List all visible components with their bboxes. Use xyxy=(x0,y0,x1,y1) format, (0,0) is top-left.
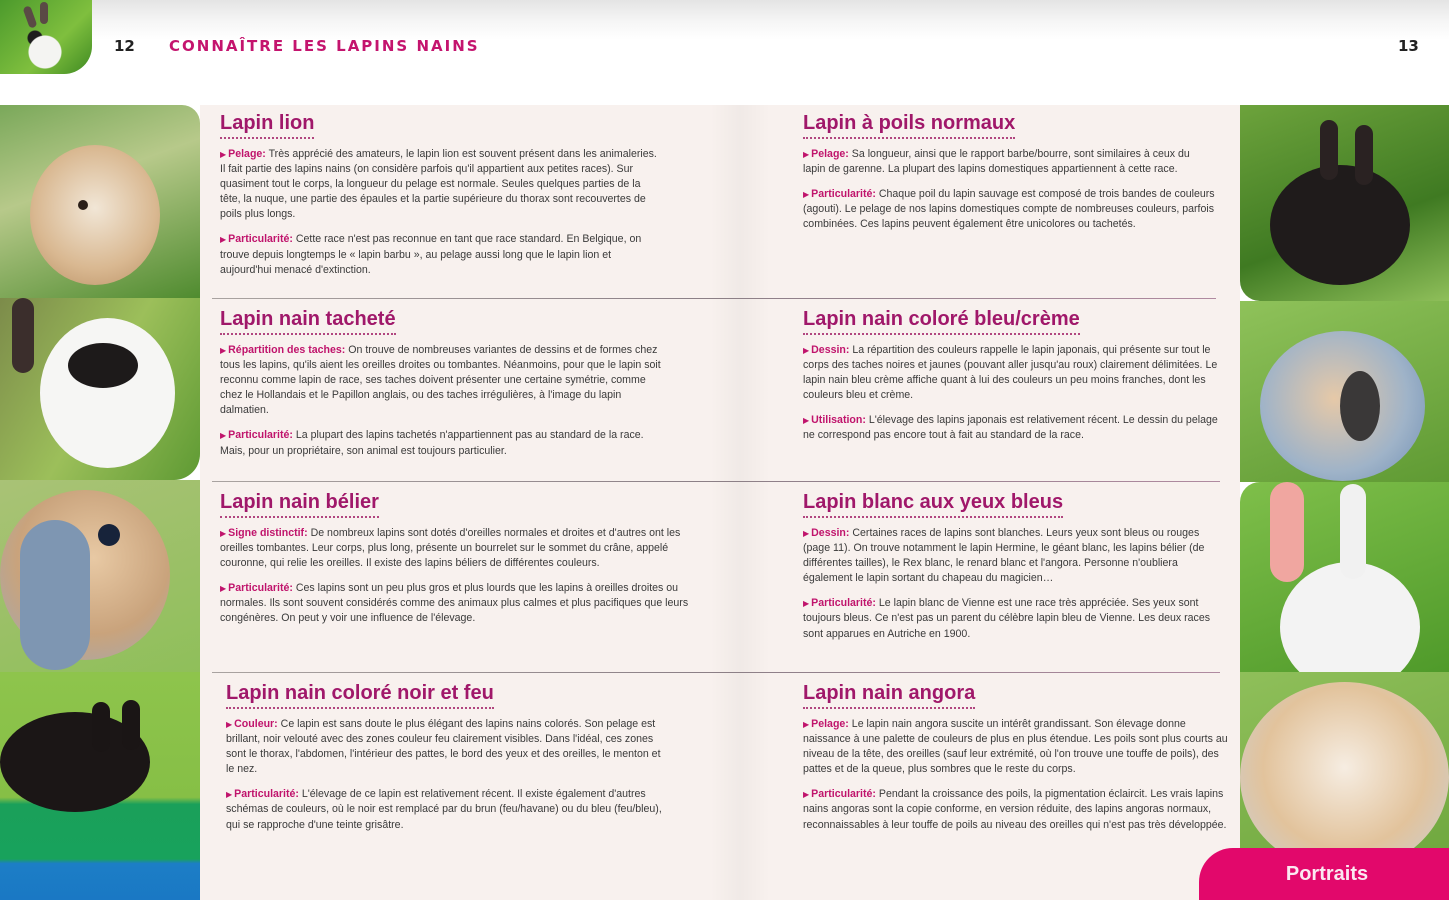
entry-paragraph: ▶ Pelage: Le lapin nain angora suscite un intérêt grandissant. Son élevage donne naissance à une palette de couleurs de plus en plus étendue. Les poils sont plus courts au niveau de la tête, des oreilles (sauf leur extrémité, où l'on trouve une touffe de poils), des pattes et de la queue, plus sombres que le reste du corps. xyxy=(803,718,1228,776)
arrow-bullet-icon: ▶ xyxy=(803,416,810,426)
entry-paragraph: ▶ Utilisation: L'élevage des lapins japonais est relativement récent. Le dessin du pelage ne correspond pas encore tout à fait au standard de la race. xyxy=(803,414,1218,442)
entry-paragraph: ▶ Particularité: Le lapin blanc de Vienne est une race très appréciée. Ses yeux sont toujours bleus. Ce n'est pas un parent du célèbre lapin bleu de Vienne. Les deux races sont apparues en Autriche en 1900. xyxy=(803,597,1211,640)
blue-cream-rabbit-photo xyxy=(1240,301,1449,482)
entry-title: Lapin nain angora xyxy=(803,682,975,709)
arrow-bullet-icon: ▶ xyxy=(220,584,227,594)
lion-head-rabbit-photo xyxy=(0,105,200,298)
arrow-bullet-icon: ▶ xyxy=(220,150,227,159)
entry-paragraph: ▶ Particularité: Chaque poil du lapin sauvage est composé de trois bandes de couleurs (agouti). Le pelage de nos lapins domestiques compte de nombreuses couleurs, parfois combinées. Ces lapins peuvent également être unicolores ou tachetés. xyxy=(803,188,1215,231)
arrow-bullet-icon: ▶ xyxy=(220,431,227,441)
entry-title: Lapin nain bélier xyxy=(220,491,379,518)
arrow-bullet-icon: ▶ xyxy=(803,720,810,729)
row-divider xyxy=(212,672,1220,673)
blue-lop-rabbit-photo xyxy=(0,480,200,672)
arrow-bullet-icon: ▶ xyxy=(220,346,227,355)
entry-lapin-nain-tachete xyxy=(220,308,670,469)
entry-lapin-blanc-yeux-bleus xyxy=(803,491,1219,652)
entry-title: Lapin nain coloré bleu/crème xyxy=(803,308,1080,335)
entry-paragraph: ▶ Signe distinctif: De nombreux lapins sont dotés d'oreilles normales et droites et d'autres ont les oreilles tombantes. Leur corps, plus long, présente un bourrelet sur le sommet du crâne, appelé couronne, qui relie les oreilles. Il existe des lapins béliers de différentes couleurs. xyxy=(220,527,681,570)
page-number-left: 12 xyxy=(114,37,135,55)
running-title: CONNAÎTRE LES LAPINS NAINS xyxy=(169,37,480,55)
entry-paragraph: ▶ Dessin: Certaines races de lapins sont blanches. Leurs yeux sont bleus ou rouges (page 11). On trouve notamment le lapin Hermine, le géant blanc, les lapins bélier (de différentes tailles), le Rex blanc, le renard blanc et l'angora. Personne n'oubliera également le lapin sortant du chapeau du magicien… xyxy=(803,527,1205,585)
white-blue-eyed-rabbit-photo xyxy=(1240,482,1449,672)
arrow-bullet-icon: ▶ xyxy=(803,190,810,200)
entry-paragraph: ▶ Particularité: Cette race n'est pas reconnue en tant que race standard. En Belgique, on trouve depuis longtemps le « lapin barbu », au pelage aussi long que le lapin lion et aujourd'hui menacé d'extinction. xyxy=(220,233,642,276)
entry-lapin-lion xyxy=(220,112,660,288)
entry-paragraph: ▶ Particularité: L'élevage de ce lapin est relativement récent. Il existe également d'autres schémas de couleurs, où le noir est remplacé par du brun (feu/havane) ou du bleu (feu/bleu), qui se rapproche d'une teinte grisâtre. xyxy=(226,788,662,831)
arrow-bullet-icon: ▶ xyxy=(803,150,810,159)
dutch-spotted-rabbit-photo xyxy=(0,298,200,480)
entry-title: Lapin nain tacheté xyxy=(220,308,396,335)
entry-lapin-nain-angora xyxy=(803,682,1228,843)
row-divider xyxy=(212,481,1220,482)
arrow-bullet-icon: ▶ xyxy=(226,790,233,800)
portraits-section-tab: Portraits xyxy=(1199,848,1449,900)
entry-title: Lapin lion xyxy=(220,112,314,139)
left-photo-column xyxy=(0,105,200,900)
entry-lapin-nain-bleu-creme xyxy=(803,308,1218,454)
book-gutter xyxy=(710,105,770,900)
entry-title: Lapin à poils normaux xyxy=(803,112,1015,139)
entry-paragraph: ▶ Particularité: La plupart des lapins tachetés n'appartiennent pas au standard de la race. Mais, pour un propriétaire, son animal est toujours particulier. xyxy=(220,429,644,457)
arrow-bullet-icon: ▶ xyxy=(220,235,227,245)
entry-title: Lapin blanc aux yeux bleus xyxy=(803,491,1063,518)
entry-lapin-nain-belier xyxy=(220,491,690,637)
black-rabbit-photo xyxy=(1240,105,1449,301)
arrow-bullet-icon: ▶ xyxy=(803,790,810,800)
row-divider xyxy=(212,298,1216,299)
entry-paragraph: ▶ Pelage: Sa longueur, ainsi que le rapport barbe/bourre, sont similaires à ceux du lapin de garenne. La plupart des lapins domestiques appartiennent à cette race. xyxy=(803,148,1190,176)
entry-title: Lapin nain coloré noir et feu xyxy=(226,682,494,709)
entry-paragraph: ▶ Couleur: Ce lapin est sans doute le plus élégant des lapins nains colorés. Son pelage est brillant, noir velouté avec des zones couleur feu clairement visibles. Dans l'idéal, ces zones sont le thorax, l'abdomen, l'intérieur des pattes, le bord des yeux et des oreilles, le menton et le nez. xyxy=(226,718,661,776)
arrow-bullet-icon: ▶ xyxy=(803,599,810,609)
entry-lapin-nain-noir-feu xyxy=(226,682,666,843)
entry-paragraph: ▶ Dessin: La répartition des couleurs rappelle le lapin japonais, qui présente sur tout le corps des taches noires et jaunes (pouvant aller jusqu'au roux) clairement délimitées. Le lapin nain bleu crème affiche quant à lui des couleurs un peu moins franches, dont les couleurs bleu et crème. xyxy=(803,344,1218,402)
right-photo-column xyxy=(1240,105,1449,900)
entry-paragraph: ▶ Pelage: Très apprécié des amateurs, le lapin lion est souvent présent dans les animaleries. Il fait partie des lapins nains (on considère parfois qu'il appartient aux petites races). Sur quasiment tout le corps, la longueur du pelage est normale. Seules quelques parties de la tête, la nuque, une partie des épaules et la partie supérieure du thorax sont recouvertes de poils plus longs. xyxy=(220,148,657,221)
black-and-tan-rabbit-photo xyxy=(0,672,200,900)
entry-paragraph: ▶ Particularité: Ces lapins sont un peu plus gros et plus lourds que les lapins à oreilles droites ou normales. Ils sont souvent considérés comme des animaux plus calmes et plus pacifiques que leurs congénères. On peut y voir une influence de l'élevage. xyxy=(220,582,689,625)
entry-paragraph: ▶ Répartition des taches: On trouve de nombreuses variantes de dessins et de formes chez tous les lapins, qu'ils aient les oreilles droites ou tombantes. Néanmoins, pour que le lapin soit reconnu comme lapin de race, ses taches doivent présenter une certaine symétrie, comme chez le Hollandais et le Papillon anglais, ou des taches irrégulières, à l'image du lapin dalmatien. xyxy=(220,344,661,417)
arrow-bullet-icon: ▶ xyxy=(220,529,227,538)
entry-paragraph: ▶ Particularité: Pendant la croissance des poils, la pigmentation éclaircit. Les vrais lapins nains angoras sont la copie conforme, en version réduite, des lapins angoras normaux, reconnaissables à leur touffe de poils au niveau des oreilles qui n'est pas très développée. xyxy=(803,788,1227,831)
arrow-bullet-icon: ▶ xyxy=(226,720,233,729)
arrow-bullet-icon: ▶ xyxy=(803,346,810,355)
page-number-right: 13 xyxy=(1398,37,1419,55)
arrow-bullet-icon: ▶ xyxy=(803,529,810,538)
corner-rabbit-photo xyxy=(0,0,92,74)
entry-lapin-poils-normaux xyxy=(803,112,1215,242)
